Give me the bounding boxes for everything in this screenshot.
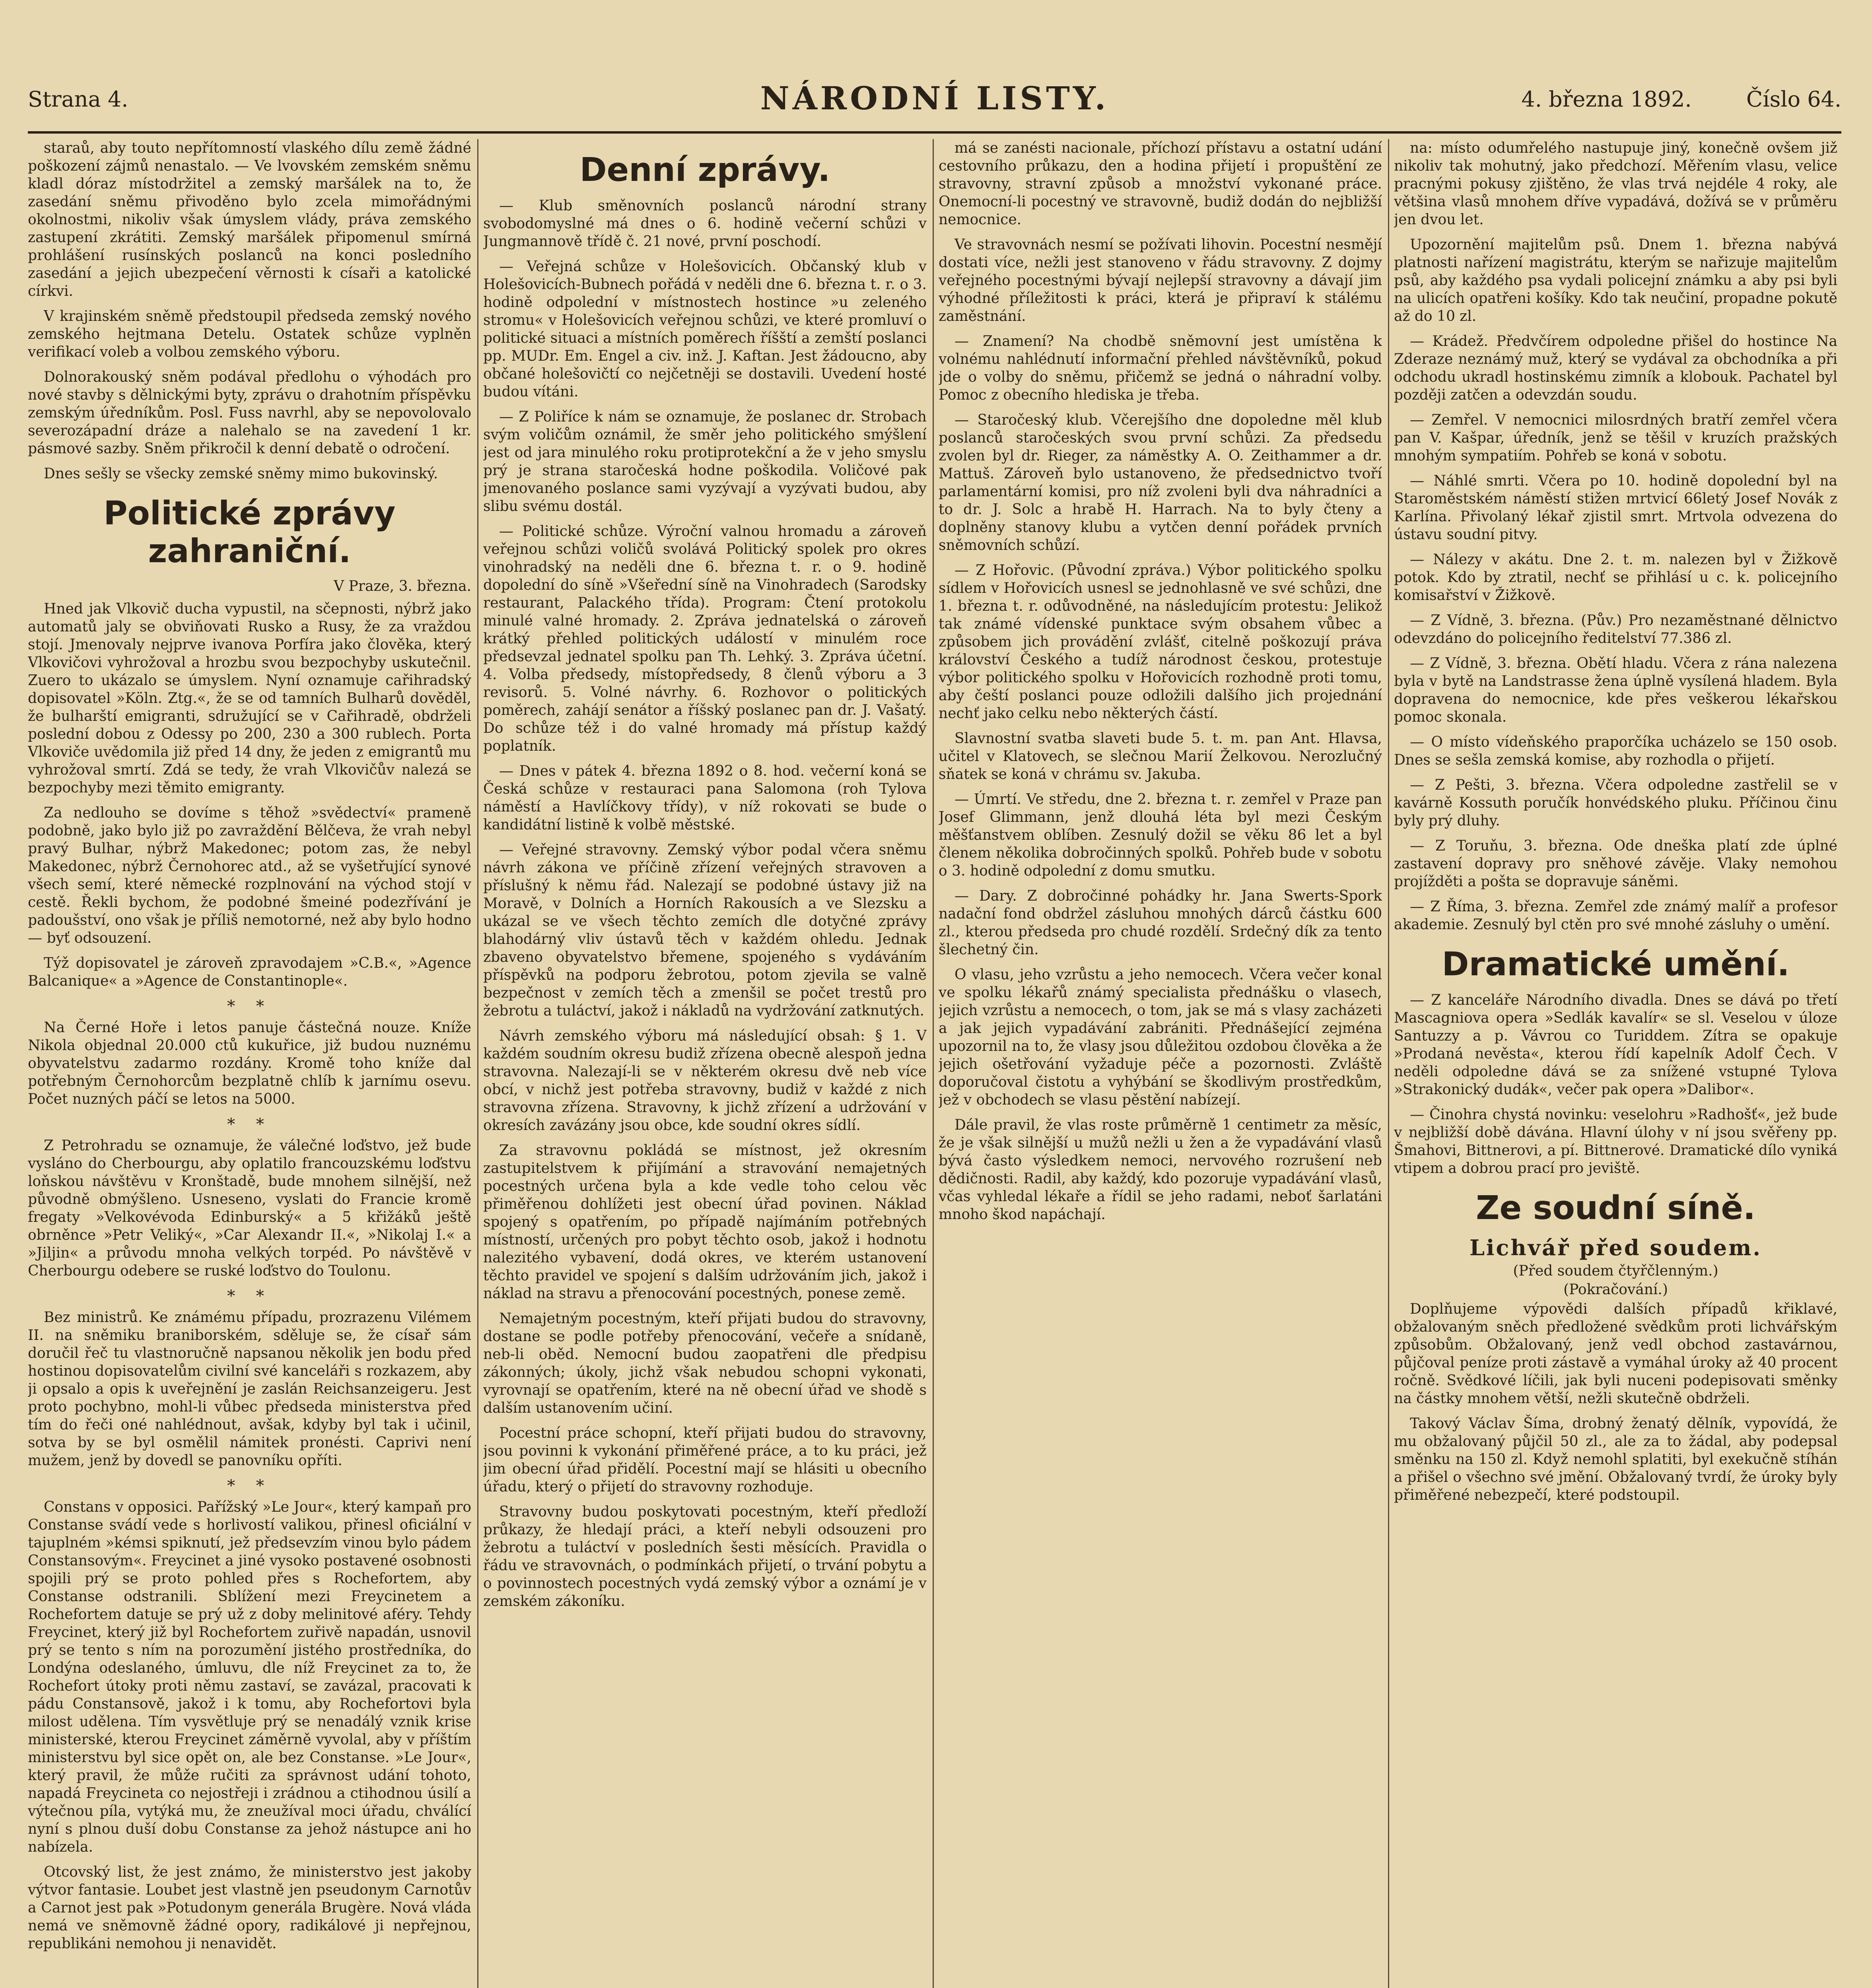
article-paragraph: — Nálezy v akátu. Dne 2. t. m. nalezen byl v Žižkově potok. Kdo by ztratil, nechť se přihlásí u c. k. policejního komisařství v Žižkově. (1394, 551, 1837, 604)
article-paragraph: — Znamení? Na chodbě sněmovní jest umístěna k volnému nahlédnutí informační přehled návštěvníků, pokud jde o volby do sněmu, přičemž se jedná o náhradní volby. Pomoc z obecního hlediska je třeba. (939, 333, 1382, 403)
article-paragraph: Ve stravovnách nesmí se požívati lihovin. Pocestní nesmějí dostati více, nežli jest stanoveno v řádu stravovny. Z dojmy veřejného pocestnými bývají nejlepší stravovny a dávají jim výhodné příležitosti k práci, která je připraví k stálému zaměstnání. (939, 237, 1382, 324)
article-paragraph: Otcovský list, že jest známo, že ministerstvo jest jakoby výtvor fantasie. Loubet jest vlastně jen pseudonym Carnotův a Carnot jest pak »Potudonym generála Brugère. Nová vláda nemá ve sněmovně žádné opory, radikálové ji nepřejnou, republikáni nemohou ji nenavidět. (28, 1864, 471, 1952)
article-paragraph: — Krádež. Předvčírem odpoledne přišel do hostince Na Zderaze neznámý muž, který se vydával za obchodníka a při odchodu ukradl hostinskému zimník a klobouk. Pachatel byl později zatčen a odevzdán soudu. (1394, 333, 1837, 403)
article-paragraph: Takový Václav Šíma, drobný ženatý dělník, vypovídá, že mu obžalovaný půjčil 50 zl., ale za to žádal, aby podepsal směnku na 150 zl. Když nemohl splatiti, byl exekučně stíhán a přišel o všechno své jmění. Obžalovaný tvrdí, že úroky byly přiměřené nebezpečí, které podstoupil. (1394, 1415, 1837, 1503)
article-paragraph: — Z Vídně, 3. března. Obětí hladu. Včera z rána nalezena byla v bytě na Landstrasse žena úplně vysílená hladem. Byla dopravena do nemocnice, kde přes veškerou lékařskou pomoc skonala. (1394, 655, 1837, 725)
article-paragraph: Týž dopisovatel je zároveň zpravodajem »C.B.«, »Agence Balcanique« a »Agence de Constantinople«. (28, 955, 471, 989)
date-and-issue (1521, 87, 1841, 112)
section-heading-court: Ze soudní síně. (1476, 1189, 1755, 1227)
dateline: V Praze, 3. března. (334, 578, 471, 594)
article-paragraph: — Z Poliříce k nám se oznamuje, že poslanec dr. Strobach svým voličům oznámil, že směr jeho politického smýšlení jest od jara minulého roku protiprotekční a že v jeho smyslu prý je strana staročeská hodne poškodila. Voličové pak jmenovaného poslance sami vyzývají a vyzývati budou, aby slibu svému dostál. (483, 409, 927, 514)
column-divider (933, 139, 934, 1988)
article-paragraph: Návrh zemského výboru má následující obsah: § 1. V každém soudním okresu budiž zřízena obecně alespoň jedna stravovna. Nalezají-li se v některém okresu dvě neb více obcí, v nichž jest potřeba stravovny, budiž v každé z nich stravovna zřízena. Stravovny, k jichž zřízení a udržování v okresích zavázány jsou obce, kde soudní okres sídlí. (483, 1028, 927, 1134)
article-paragraph: Constans v opposici. Pařížský »Le Jour«, který kampaň pro Constanse svádí vede s horlivostí valikou, přinesl oficiální v tajuplném »kémsi spiknutí, jež předsevzím vinou bylo pádem Constansovým«. Freycinet a jiné vysoko postavené osobnosti spojili prý se proto pohled přes s Rochefortem, aby Constanse odstranili. Sblížení mezi Freycinetem a Rochefortem datuje se prý už z doby melinitové aféry. Tehdy Freycinet, který již byl Rochefortem zuřivě napadán, usnovil prý se tento s ním na porozumění jistého prostředníka, do Londýna odeslaného, úmluvu, dle níž Freycinet za to, že Rochefort útoky proti němu zastaví, se zavázal, pracovati k pádu Constansově, jakož i k tomu, aby Rochefortovi byla milost udělena. Tím vysvětluje prý se nenadálý vznik krise ministerské, kterou Freycinet záměrně vyvolal, aby v příštím ministerstvu byl sice opět on, ale bez Constanse. »Le Jour«, který pravil, že může ručiti za správnost udání tohoto, napadá Freycineta co nejostřeji i zrádnou a ctihodnou úsilí a výtečnou píla, vytýká mu, že zneužíval moci úřadu, chválící nyní s plnou duší dobu Constanse za jehož nástupce ani ho nabízela. (28, 1499, 471, 1855)
court-article-subtitle: (Před soudem čtyřčlenným.) (1513, 1263, 1718, 1279)
article-paragraph: Dolnorakouský sněm podával předlohu o výhodách pro nové stavby s dělnickými byty, zprávu o drahotním příspěvku zemským úředníkům. Posl. Fuss navrhl, aby se nepovolovalo severozápadní dráze a nalehalo se na zavedení 1 kr. pásmové sazby. Sněm přikročil k denní debatě o odročení. (28, 369, 471, 457)
article-paragraph: Pocestní práce schopní, kteří přijati budou do stravovny, jsou povinni k vykonání přiměřené práce, a to ku práci, jež jim obecní úřad přidělí. Pocestní mají se hlásiti u obecního úřadu, který o přijetí do stravovny rozhoduje. (483, 1425, 927, 1495)
article-paragraph: — O místo vídeňského praporčíka ucházelo se 150 osob. Dnes se sešla zemská komise, aby rozhodla o přijetí. (1394, 734, 1837, 768)
article-paragraph: V krajinském sněmě předstoupil předseda zemský nového zemského hejtmana Detelu. Ostatek schůze vyplněn verifikací voleb a volbou zemského výboru. (28, 308, 471, 360)
section-heading-foreign-politics: Politické zprávy zahraniční. (103, 495, 396, 570)
column-2 (483, 139, 927, 1988)
article-paragraph: Nemajetným pocestným, kteří přijati budou do stravovny, dostane se podle potřeby přenocování, večeře a snídaně, neb-li oběd. Nemocní budou zaopatřeni dle předpisu zákonných; úkoly, jichž však nebudou schopni vykonati, vyrovnají se opatřením, které na ně obecní úřad ve shodě s dalším ustanovením učiní. (483, 1310, 927, 1416)
article-paragraph: — Veřejné stravovny. Zemský výbor podal včera sněmu návrh zákona ve příčině zřízení veřejných stravoven a příslušný k němu řád. Nalezají se podobné ústavy již na Moravě, v Dolních a Horních Rakousích a ve Slezsku a ukázal se ve všech těchto zemích dle dotyčné zprávy blahodárný vliv ústavů těch v každém ohledu. Jednak zbaveno obyvatelstvo břemene, spojeného s vydáváním příspěvků na podporu žebrotou, potom zjevila se valně bezpečnost v zemích těch a zmenšil se počet trestů pro žebrotu a tuláctví, jakož i nákladů na vydržování zatknutých. (483, 842, 927, 1019)
article-paragraph: — Dary. Z dobročinné pohádky hr. Jana Swerts-Spork nadační fond obdržel zásluhou mnohých dárců částku 600 zl., kterou předseda pro chudé rozdělí. Srdečný dík za tento šlechetný čin. (939, 888, 1382, 958)
article-paragraph: Hned jak Vlkovič ducha vypustil, na sčepnosti, nýbrž jako automatů jaly se obviňovati Rusko a Rusy, že za vraždou stojí. Jmenovaly nejprve ivanova Porfíra jako člověka, který Vlkovičovi vyhrožoval a hrozbu svou bezpochyby uskutečnil. Zuero to ukázalo se úmyslem. Nyní oznamuje cařihradský dopisovatel »Köln. Ztg.«, že se od tamních Bulharů dověděl, že bulharští emigranti, sdružující se v Cařihradě, obdrželi poslední dobou z Odessy po 200, 230 a 300 rublech. Porta Vlkoviče uvědomila již před 14 dny, že jeden z emigrantů mu vyhrožoval smrtí. Zdá se tedy, že vrah Vlkovičův nalezá se bezpochyby mezi těmito emigranty. (28, 601, 471, 796)
article-paragraph: Upozornění majitelům psů. Dnem 1. března nabývá platnosti nařízení magistrátu, kterým se nařizuje majitelům psů, aby každého psa vydali policejní známku a aby psi byli na ulicích opatřeni košíky. Kdo tak neučiní, propadne pokutě až do 10 zl. (1394, 237, 1837, 324)
article-paragraph: — Staročeský klub. Včerejšího dne dopoledne měl klub poslanců staročeských svou první schůzi. Za předsedu zvolen byl dr. Rieger, za náměstky A. O. Zeithammer a dr. Mattuš. Zároveň bylo ustanoveno, že předsednictvo tvoří parlamentární komisi, pro níž zvoleni byli dva náhradníci a to dr. J. Solc a hrabě H. Harrach. Na to byly čteny a doplněny stanovy klubu a vytčen denní pořádek prvních sněmovních schůzí. (939, 412, 1382, 553)
article-paragraph: O vlasu, jeho vzrůstu a jeho nemocech. Včera večer konal ve spolku lékařů známý specialista přednášku o vlasech, jejich vzrůstu a nemocech, o tom, jak se má s vlasy zacházeti a jak jejich vypadávání zabrániti. Přednášející zejména upozornil na to, že vlasy jsou důležitou ozdobou člověka a že jejich ošetřování vyžaduje péče a pozornosti. Zvláště doporučoval čistotu a vyhýbání se škodlivým prostředkům, jež v obchodech se vlasu pěstění nabízejí. (939, 967, 1382, 1108)
article-paragraph: — Z Hořovic. (Původní zpráva.) Výbor politického spolku sídlem v Hořovicích usnesl se jednohlasně ve své schůzi, dne 1. března t. r. odůvodněné, na následujícím protestu: Jelikož tak známé vídenské punktace svým obsahem vůbec a způsobem jich provádění zvlášť, citelně poškozují práva království Českého a tudíž národnost českou, protestuje výbor politického spolku v Hořovicích rozhodně proti tomu, aby čeští poslanci pouze odložili dalšího jich projednání nechť jako celku nebo některých částí. (939, 562, 1382, 722)
article-paragraph: Doplňujeme výpovědi dalších případů křiklavé, obžalovaným sněch předložené svědkům proti lichvářským způsobům. Obžalovaný, jenž vedl obchod zastavárnou, půjčoval peníze proti zástavě a vymáhal úroky až 40 procent ročně. Svědkové líčili, jak byli nuceni podepisovati směnky na částky mnohem větší, nežli skutečně obdrželi. (1394, 1301, 1837, 1407)
article-paragraph: — Činohra chystá novinku: veselohru »Radhošť«, jež bude v nejbližší době dávána. Hlavní úlohy v ní jsou svěřeny pp. Šmahovi, Bittnerovi, a pí. Bittnerové. Dramatické dílo vyniká vtipem a dobrou prací pro jeviště. (1394, 1107, 1837, 1176)
article-paragraph: Na Černé Hoře i letos panuje částečná nouze. Kníže Nikola objednal 20.000 ctů kukuřice, již budou nuznému obyvatelstvu zadarmo rozdány. Kromě toho kníže dal potřebným Černohorcům bezplatně chlíb k jarnímu osevu. Počet nuzných páčí se letos na 5000. (28, 1019, 471, 1107)
article-paragraph: — Z Říma, 3. března. Zemřel zde známý malíř a profesor akademie. Zesnulý byl ctěn pro své mnohé zásluhy o umění. (1394, 899, 1837, 933)
article-paragraph: na: místo odumřelého nastupuje jiný, konečně ovšem již nikoliv tak mohutný, jako předchozí. Měřením vlasu, velice pracnými pokusy zjištěno, že vlas trvá nejdéle 4 roky, ale většina vlasů mnohem dříve vypadává, dožívá se v průměru jen dvou let. (1394, 140, 1837, 228)
column-4 (1394, 139, 1837, 1988)
article-paragraph: — Náhlé smrti. Včera po 10. hodině dopolední byl na Staroměstském náměstí stižen mrtvicí 66letý Josef Novák z Karlína. Přivolaný lékař zjistil smrt. Mrtvola odvezena do ústavu soudní pitvy. (1394, 473, 1837, 543)
article-paragraph: — Veřejná schůze v Holešovicích. Občanský klub v Holešovicích-Bubnech pořádá v neděli dne 6. března t. r. o 3. hodině odpolední v místnostech hostince »u zeleného stromu« v Holešovicích veřejnou schůzi, ve které promluví o politické situaci a místních poměrech říšští a zemští poslanci pp. MUDr. Em. Engel a civ. inž. J. Kaftan. Jest žádoucno, aby občané holešovičtí co nejčetněji se dostavili. Uvedení hosté budou vítáni. (483, 258, 927, 400)
article-paragraph: — Zemřel. V nemocnici milosrdných bratří zemřel včera pan V. Kašpar, úředník, jenž se těšil v kruzích pražských mnohým sympatiím. Pohřeb se koná v sobotu. (1394, 412, 1837, 464)
court-article-continuation: (Pokračování.) (1563, 1281, 1668, 1298)
article-paragraph: Za stravovnu pokládá se místnost, jež okresním zastupitelstvem k přijímání a stravování nemajetných pocestných určena byla a kde vedle toho celou věc přiměřenou dohlížeti jest obecní úřad povinen. Náklad spojený s opatřením, po případě najímáním potřebných místností, určených pro pobyt těchto osob, jakož i hodnotu nalezitého vybavení, dodá okres, ve kterém ustanovení těchto pravidel ve spojení s dalším udržováním jich, jakož i náklad na stravu a přenocování pocestných, ponese země. (483, 1142, 927, 1302)
article-paragraph: — Z kanceláře Národního divadla. Dnes se dává po třetí Mascagniova opera »Sedlák kavalír« se sl. Veselou v úloze Santuzzy a p. Vávrou co Turiddem. Zítra se opakuje »Prodaná nevěsta«, kterou řídí kapelník Adolf Čech. V neděli odpoledne dává se za snížené vstupné Tylova »Strakonický dudák«, večer pak opera »Dalibor«. (1394, 992, 1837, 1098)
section-heading-theatre: Dramatické umění. (1442, 945, 1790, 983)
article-paragraph: Dnes sešly se všecky zemské sněmy mimo bukovinský. (44, 466, 438, 482)
article-paragraph: — Z Pešti, 3. března. Včera odpoledne zastřelil se v kavárně Kossuth poručík honvédského pluku. Příčinou činu byly prý dluhy. (1394, 777, 1837, 829)
column-divider (477, 139, 478, 1988)
separator-stars: * * (227, 997, 272, 1015)
separator-stars: * * (227, 1287, 272, 1305)
article-paragraph: — Dnes v pátek 4. března 1892 o 8. hod. večerní koná se Česká schůze v restauraci pana Salomona (roh Tylova náměstí a Havlíčkovy třídy), v níž rokovati se bude o kandidátní listině k volbě městské. (483, 763, 927, 833)
column-1 (28, 139, 471, 1988)
column-3 (939, 139, 1382, 1988)
column-divider (1388, 139, 1389, 1988)
header-rule (28, 131, 1841, 134)
court-article-title: Lichvář před soudem. (1469, 1235, 1762, 1260)
separator-stars: * * (227, 1115, 272, 1134)
issue-number: Číslo 64. (1746, 87, 1841, 112)
article-paragraph: Za nedlouho se dovíme s těhož »svědectví« prameně podobně, jako bylo již po zavraždění Bělčeva, že vrah nebyl pravý Bulhar, nýbrž Makedonec; potom zas, že nebyl Makedonec, nýbrž Černohorec atd., až se vyšetřující synové všech semí, které německé rozplnování na východ stojí v cestě. Řekli bychom, že podobné šmeiné podezřívání je padoušství, ono však je příliš nemotorné, než aby bylo hodno — byť odsouzení. (28, 805, 471, 946)
section-heading-daily-news: Denní zprávy. (579, 151, 830, 189)
article-paragraph: — Klub směnovních poslanců národní strany svobodomyslné má dnes o 6. hodině večerní schůzi v Jungmannově třídě č. 21 nové, první poschodí. (483, 198, 927, 250)
article-paragraph: Stravovny budou poskytovati pocestným, kteří předloží průkazy, že hledají práci, a kteří nebyli odsouzeni pro žebrotu a tuláctví v posledních šesti měsících. Pravidla o řádu ve stravovnách, o podmínkách přijetí, o trvání pobytu a o povinnostech pocestných vydá zemský výbor a oznámí je v zemském zákoníku. (483, 1504, 927, 1609)
article-paragraph: Bez ministrů. Ke známému případu, prozrazenu Vilémem II. na sněmiku braniborském, sděluje se, že císař sám doručil řeč tu vlastnoručně napsanou několik jen bodu před hostinou dopisovatelům civilní své kanceláři s rozkazem, aby ji opsalo a opis k uveřejnění je zaslán Reichsanzeigeru. Jest proto pochybno, mohl-li vůbec předseda ministerstva před tím do řeči oné nahlédnout, avšak, kdyby byl tak i učinil, sotva by se byl osmělil námitek pronésti. Caprivi není mužem, jenž by dovedl se panovníku opříti. (28, 1309, 471, 1469)
article-paragraph: — Úmrtí. Ve středu, dne 2. března t. r. zemřel v Praze pan Josef Glimmann, jenž dlouhá léta byl mezi Českým měšťanstvem oblíben. Zesnulý dožil se věku 86 let a byl členem několika dobročinných spolků. Pohřeb bude v sobotu o 3. hodině odpolední z domu smutku. (939, 791, 1382, 879)
article-paragraph: Dále pravil, že vlas roste průměrně 1 centimetr za měsíc, že je však silnější u mužů nežli u žen a že vypadávání vlasů bývá často výsledkem nemoci, nervového rozrušení neb dědičnosti. Radil, aby každý, kdo pozoruje vypadávání vlasů, včas vyhledal lékaře a řídil se jeho radami, neboť šarlatáni mnoho škod napáchají. (939, 1117, 1382, 1223)
issue-date: 4. března 1892. (1521, 87, 1692, 112)
page-header (28, 80, 1841, 123)
article-paragraph: Z Petrohradu se oznamuje, že válečné loďstvo, jež bude vysláno do Cherbourgu, aby oplatilo francouzskému loďstvu loňskou návštěvu v Kronštadě, bude mnohem silnější, než původně obmýšleno. Usneseno, vyslati do Francie kromě fregaty »Velkovévoda Edinburský« a 5 křižáků ještě obrněnce »Petr Veliký«, »Car Alexandr II.«, »Nikolaj I.« a »Jiljin« a průvodu mnoha velkých torpéd. Po návštěvě v Cherbourgu odebere se ruské loďstvo do Toulonu. (28, 1138, 471, 1279)
article-paragraph: — Z Vídně, 3. března. (Pův.) Pro nezaměstnané dělnictvo odevzdáno do policejního ředitelství 77.386 zl. (1394, 612, 1837, 646)
article-paragraph: staraů, aby touto nepřítomností vlaského dílu země žádné poškození zájmů nenastalo. — Ve lvovském zemském sněmu kladl dóraz místodržitel a zemský maršálek na to, že zasedání sněmu přivoděno bylo zcela mimořádnými okolnostmi, nikoliv však úmyslem vlády, práva zemského zastupení zkrátiti. Zemský maršálek připomenul smírná prohlášení rusínských poslanců na konci posledního zasedání a jejich ubezpečení věrnosti k císaři a katolické církvi. (28, 140, 471, 299)
article-paragraph: — Z Toruňu, 3. března. Ode dneška platí zde úplné zastavení dopravy pro sněhové závěje. Vlaky nemohou projížděti a pošta se dopravuje sáněmi. (1394, 838, 1837, 890)
page-number: Strana 4. (28, 87, 128, 112)
article-paragraph: Slavnostní svatba slaveti bude 5. t. m. pan Ant. Hlavsa, učitel v Klatovech, se slečnou Marií Želkovou. Nerozlučný sňatek se koná v chrámu sv. Jakuba. (939, 730, 1382, 782)
article-paragraph: má se zanésti nacionale, příchozí přístavu a ostatní udání cestovního průkazu, den a hodina přijetí i propuštění ze stravovny, stravní způsob a množství vykonané práce. Onemocní-li pocestný ve stravovně, budiž dodán do nejbližší nemocnice. (939, 140, 1382, 228)
masthead: NÁRODNÍ LISTY. (760, 80, 1109, 117)
article-paragraph: — Politické schůze. Výroční valnou hromadu a zároveň veřejnou schůzi voličů svolává Politický spolek pro okres vinohradský na neděli dne 6. března t. r. o 9. hodině dopolední do síně »Všeřední síně na Vinohradech (Sarodsky restaurant, Palackého třída). Program: Čtení protokolu minulé valné hromady. 2. Zpráva jednatelská o zároveň krátký přehled politických událostí v minulém roce předsevzal jednatel spolku pan Th. Lehký. 3. Zpráva účetní. 4. Volba předsedy, místopředsedy, 8 členů výboru a 3 revisorů. 5. Volné návrhy. 6. Rozhovor o politických poměrech, zahájí senátor a říšský poslanec pan dr. J. Vašatý. Do schůze též i do valné hromady má přístup každý poplatník. (483, 523, 927, 754)
separator-stars: * * (227, 1477, 272, 1495)
